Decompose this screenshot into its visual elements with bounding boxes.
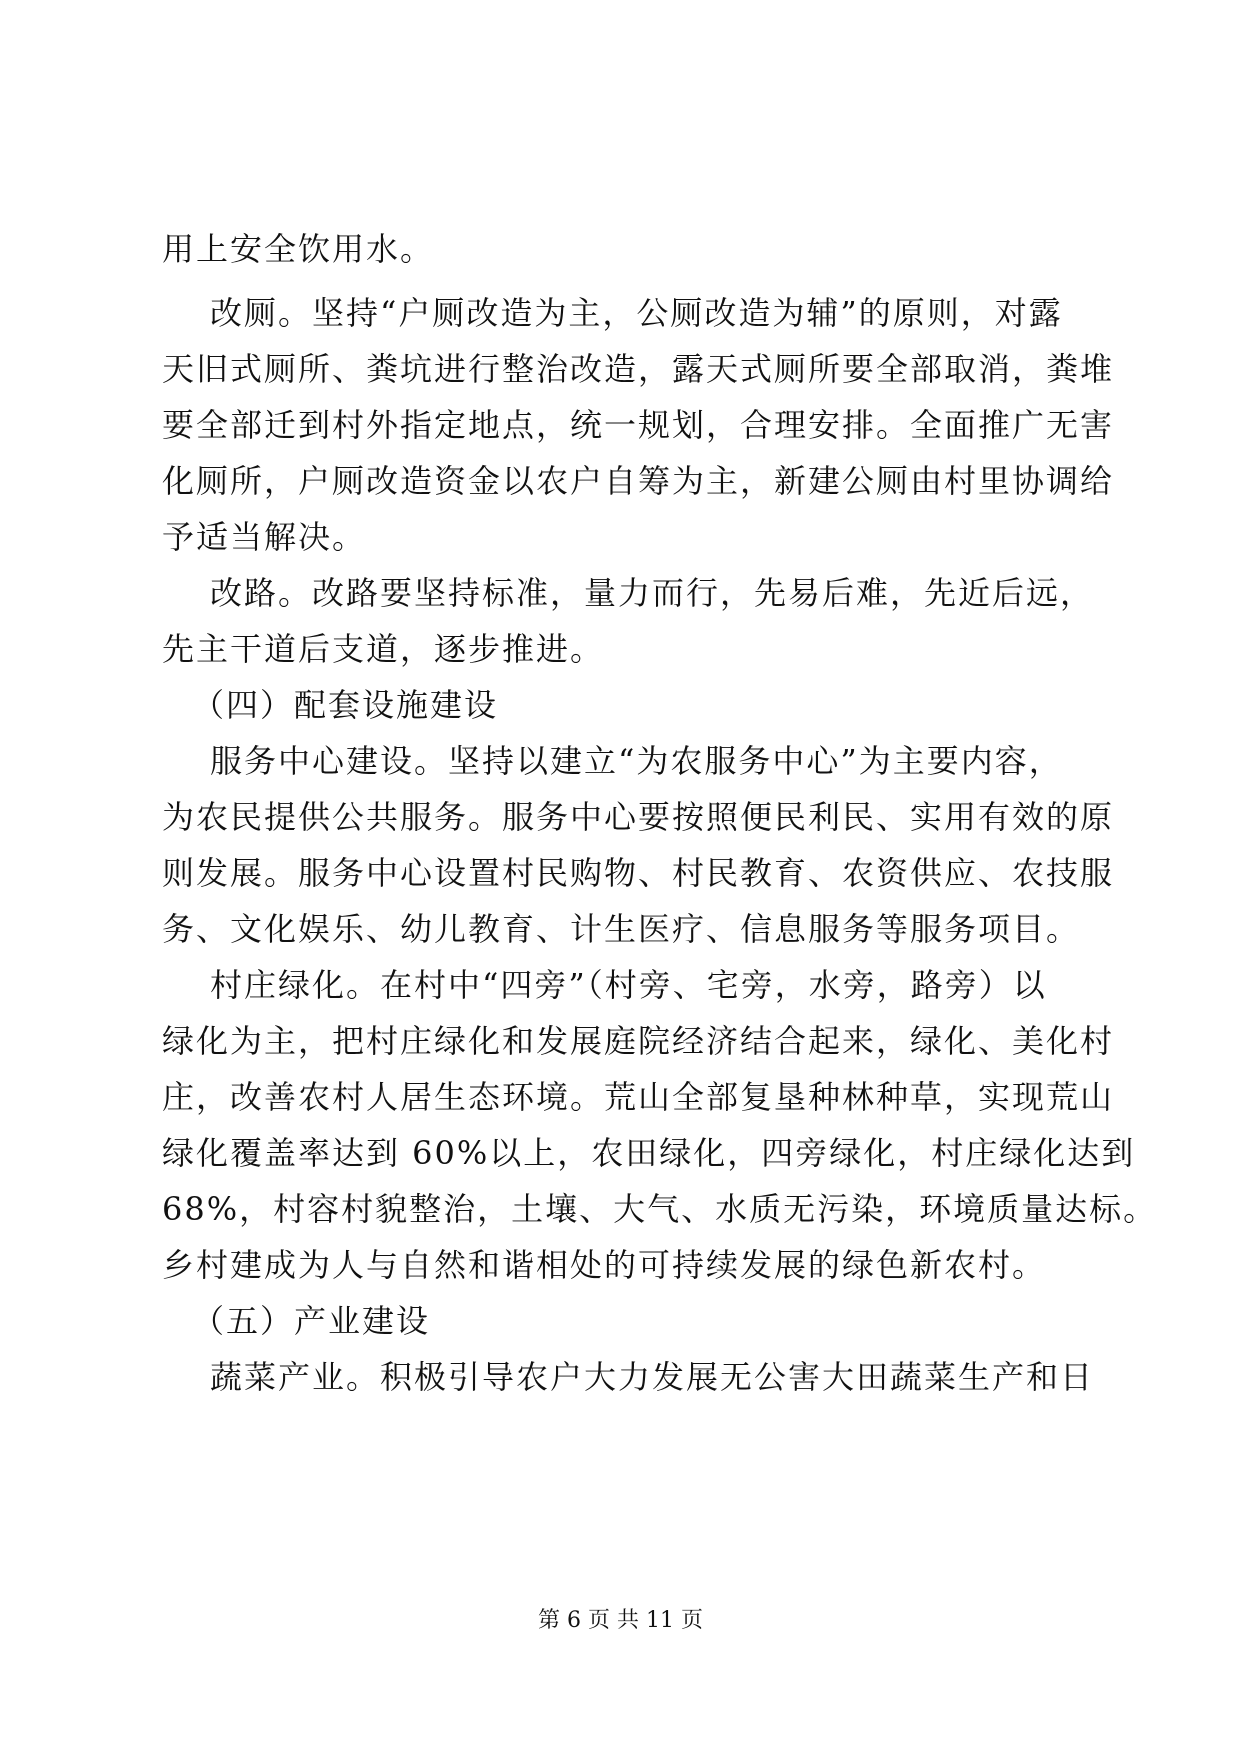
paragraph-line: 蔬菜产业。积极引导农户大力发展无公害大田蔬菜生产和日 [210,1358,1095,1396]
page-number-footer: 第 6 页 共 11 页 [538,1608,703,1633]
paragraph-line: 68%，村容村貌整治，土壤、大气、水质无污染，环境质量达标。 [162,1190,1158,1228]
paragraph-line: 绿化为主，把村庄绿化和发展庭院经济结合起来，绿化、美化村 [162,1022,1115,1060]
paragraph-line: 化厕所，户厕改造资金以农户自筹为主，新建公厕由村里协调给 [162,462,1115,500]
paragraph-line: 服务中心建设。坚持以建立“为农服务中心”为主要内容， [210,742,1063,780]
section-heading: （五）产业建设 [192,1302,431,1340]
paragraph-line: 乡村建成为人与自然和谐相处的可持续发展的绿色新农村。 [162,1246,1047,1284]
paragraph-line: 为农民提供公共服务。服务中心要按照便民利民、实用有效的原 [162,798,1115,836]
paragraph-line: 务、文化娱乐、幼儿教育、计生医疗、信息服务等服务项目。 [162,910,1081,948]
paragraph-line: 予适当解决。 [162,518,367,556]
paragraph-line: 天旧式厕所、粪坑进行整治改造，露天式厕所要全部取消，粪堆 [162,350,1115,388]
paragraph-line: 改厕。坚持“户厕改造为主，公厕改造为辅”的原则，对露 [210,294,1063,332]
section-heading: （四）配套设施建设 [192,686,499,724]
paragraph-line: 庄，改善农村人居生态环境。荒山全部复垦种林种草，实现荒山 [162,1078,1115,1116]
paragraph-line: 村庄绿化。在村中“四旁”（村旁、宅旁，水旁，路旁）以 [210,966,1047,1004]
paragraph-line: 用上安全饮用水。 [162,230,435,268]
paragraph-line: 改路。改路要坚持标准，量力而行，先易后难，先近后远， [210,574,1095,612]
paragraph-line: 要全部迁到村外指定地点，统一规划，合理安排。全面推广无害 [162,406,1115,444]
paragraph-line: 则发展。服务中心设置村民购物、村民教育、农资供应、农技服 [162,854,1115,892]
paragraph-line: 先主干道后支道，逐步推进。 [162,630,605,668]
paragraph-line: 绿化覆盖率达到 60%以上，农田绿化，四旁绿化，村庄绿化达到 [162,1134,1136,1172]
